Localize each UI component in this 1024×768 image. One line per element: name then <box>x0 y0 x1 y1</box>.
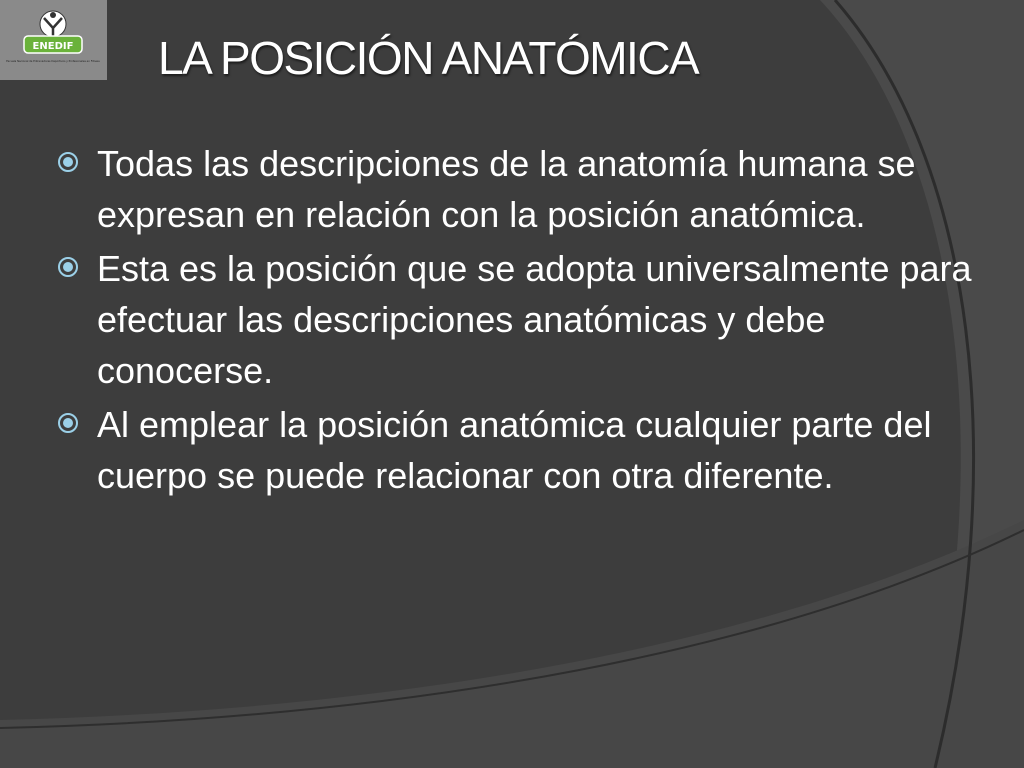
bullet-text: Al emplear la posición anatómica cualquier parte del cuerpo se puede relacionar con otra diferente. <box>97 404 932 496</box>
bullet-list <box>55 138 975 504</box>
circle-dot-icon <box>56 411 80 435</box>
slide-title: LA POSICIÓN ANATÓMICA <box>158 32 699 84</box>
background-arc-bottom <box>0 520 1024 768</box>
bullet-item <box>55 399 975 501</box>
circle-dot-icon <box>56 150 80 174</box>
enedif-logo <box>0 0 107 80</box>
bullet-item <box>55 243 975 396</box>
bullet-item <box>55 138 975 240</box>
circle-dot-icon <box>56 255 80 279</box>
bullet-text: Todas las descripciones de la anatomía humana se expresan en relación con la posición anatómica. <box>97 143 916 235</box>
logo-text: ENEDIF <box>32 41 74 52</box>
bullet-text: Esta es la posición que se adopta universalmente para efectuar las descripciones anatómicas y debe conocerse. <box>97 248 972 391</box>
logo-subtext: Escuela Nacional de Entrenadores Deportivos y Profesionales en Fitness <box>6 60 100 63</box>
